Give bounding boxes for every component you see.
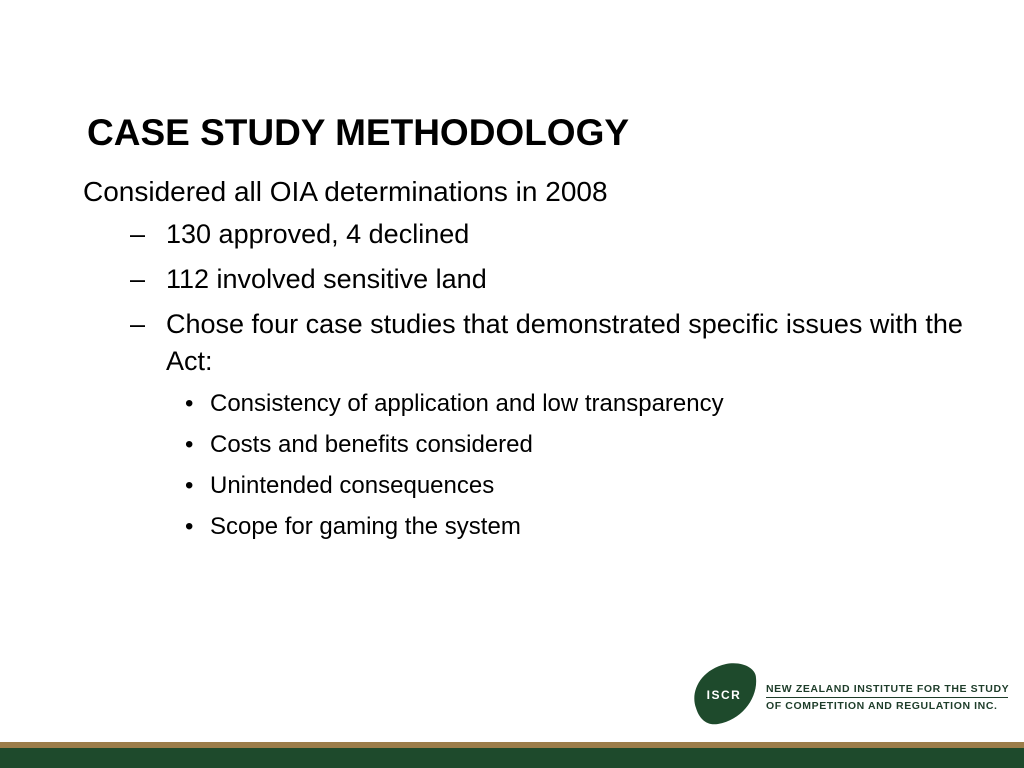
- list-item: [83, 388, 1003, 419]
- footer-green-band: [0, 748, 1024, 768]
- iscr-logo: [690, 662, 1020, 726]
- slide-title: CASE STUDY METHODOLOGY: [87, 112, 630, 153]
- list-item: [83, 429, 1003, 460]
- list-item-text: Consistency of application and low transparency: [210, 390, 724, 417]
- list-item: [83, 306, 1003, 380]
- dash-marker: –: [130, 264, 146, 294]
- logo-mark-text: ISCR: [706, 688, 742, 702]
- bullet-marker: •: [185, 431, 194, 458]
- bullet-marker: •: [185, 513, 194, 540]
- iscr-logo-icon: [690, 662, 758, 726]
- list-item: [83, 470, 1003, 501]
- bullet-marker: •: [185, 390, 194, 417]
- list-item: [83, 216, 1003, 253]
- list-item-text: Chose four case studies that demonstrated specific issues with the Act:: [166, 309, 963, 376]
- logo-line-1: NEW ZEALAND INSTITUTE FOR THE STUDY: [766, 683, 1010, 695]
- sub-point-list: [83, 216, 1003, 380]
- dash-marker: –: [130, 219, 146, 249]
- case-study-list: [83, 388, 1003, 542]
- logo-line-2: OF COMPETITION AND REGULATION INC.: [766, 700, 998, 712]
- list-item-text: Costs and benefits considered: [210, 431, 533, 458]
- list-item-text: Unintended consequences: [210, 472, 495, 499]
- list-item-text: Scope for gaming the system: [210, 513, 521, 540]
- list-item: [83, 261, 1003, 298]
- bullet-marker: •: [185, 472, 194, 499]
- list-item-text: 130 approved, 4 declined: [166, 219, 470, 249]
- list-item-text: 112 involved sensitive land: [166, 264, 487, 294]
- list-item: [83, 511, 1003, 542]
- logo-divider: [766, 697, 1008, 698]
- slide-content: [83, 174, 1003, 552]
- dash-marker: –: [130, 309, 146, 339]
- intro-point: Considered all OIA determinations in 2008: [83, 176, 608, 207]
